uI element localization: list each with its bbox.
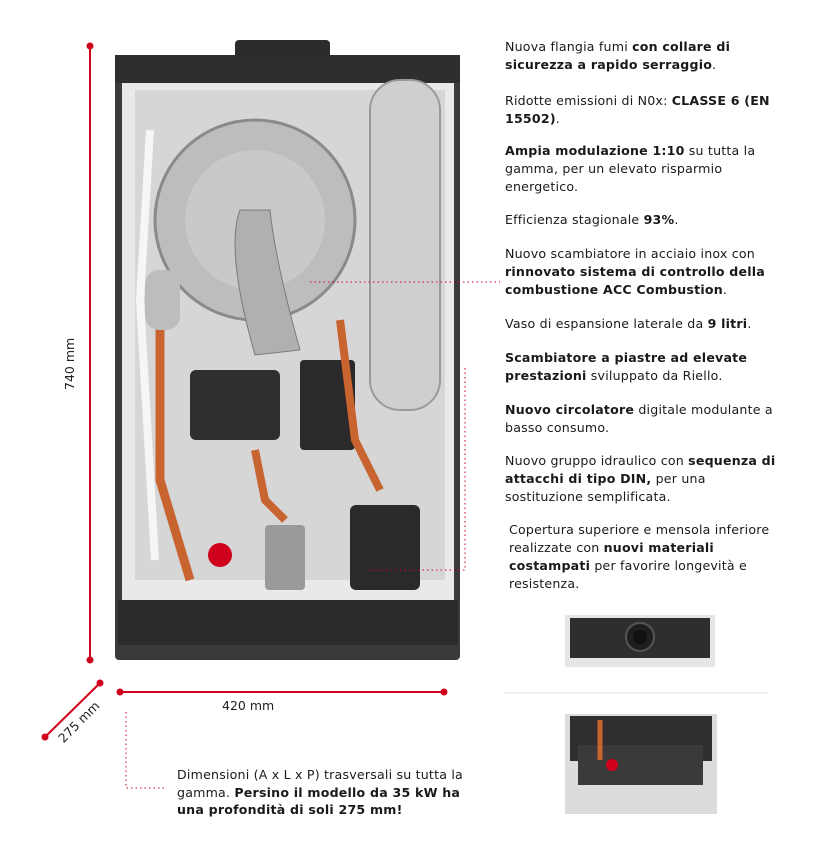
feature-flue [505,38,780,74]
fan-unit [190,370,280,440]
feature-modulation [505,142,780,196]
feature-text: . [722,282,728,297]
leader-dimensions [126,712,165,788]
feature-highlight: con collare di sicurezza a rapido serraggio [505,39,731,72]
feature-highlight: rinnovato sistema di controllo della combustione ACC Combustion [505,264,765,297]
safety-valve [208,543,232,567]
feature-text: su tutta la gamma, per un elevato risparmio energetico. [505,143,756,194]
feature-text: per una sostituzione semplificata. [505,471,706,504]
feature-highlight: Ampia modulazione 1:10 [505,143,685,158]
feature-exchanger [505,245,780,299]
feature-text: . [555,111,560,126]
top-cover-thumbnail [565,615,715,667]
feature-text: digitale modulante a basso consumo. [505,402,773,435]
height-label: 740 mm [62,337,77,390]
feature-cover-materials [509,521,784,593]
feature-highlight: 9 litri [707,316,748,331]
gas-valve [265,525,305,590]
feature-hydraulic-group [505,452,780,506]
bottom-bracket-thumbnail [565,714,717,814]
feature-circulator [505,401,780,437]
depth-label: 275 mm [55,698,103,746]
circulator-pump [350,505,420,590]
feature-text: . [747,316,752,331]
width-label: 420 mm [222,698,275,713]
feature-text: Vaso di espansione laterale da [505,316,708,331]
feature-highlight: nuovi materiali costampati [509,540,714,573]
feature-text: Nuovo gruppo idraulico con [505,453,689,468]
expansion-vessel [370,80,440,410]
feature-highlight: 93% [643,212,675,227]
feature-emissions [505,92,780,128]
dimensions-note-highlight: Persino il modello da 35 kW ha una profondità di soli 275 mm! [177,784,461,817]
feature-text: Copertura superiore e mensola inferiore realizzate con [509,522,770,555]
feature-highlight: Scambiatore a piastre ad elevate prestazioni [505,350,748,383]
feature-highlight: sequenza di attacchi di tipo DIN, [505,453,776,486]
feature-text: Efficienza stagionale [505,212,644,227]
feature-text: Ridotte emissioni di N0x: [505,93,672,108]
dimensions-note [177,766,477,819]
dimensions-note-text: Dimensioni (A x L x P) trasversali su tutta la gamma. [177,767,463,800]
feature-text: . [674,212,679,227]
feature-vessel [505,315,780,333]
feature-text: sviluppato da Riello. [586,368,723,383]
bottom-bracket [118,600,458,645]
feature-text: Nuova flangia fumi [505,39,633,54]
feature-text: . [712,57,717,72]
feature-highlight: CLASSE 6 (EN 15502) [505,93,770,126]
feature-text: Nuovo scambiatore in acciaio inox con [505,246,755,261]
feature-text: per favorire longevità e resistenza. [509,558,747,591]
feature-efficiency [505,211,780,229]
feature-highlight: Nuovo circolatore [505,402,635,417]
feature-plate-exchanger [505,349,780,385]
